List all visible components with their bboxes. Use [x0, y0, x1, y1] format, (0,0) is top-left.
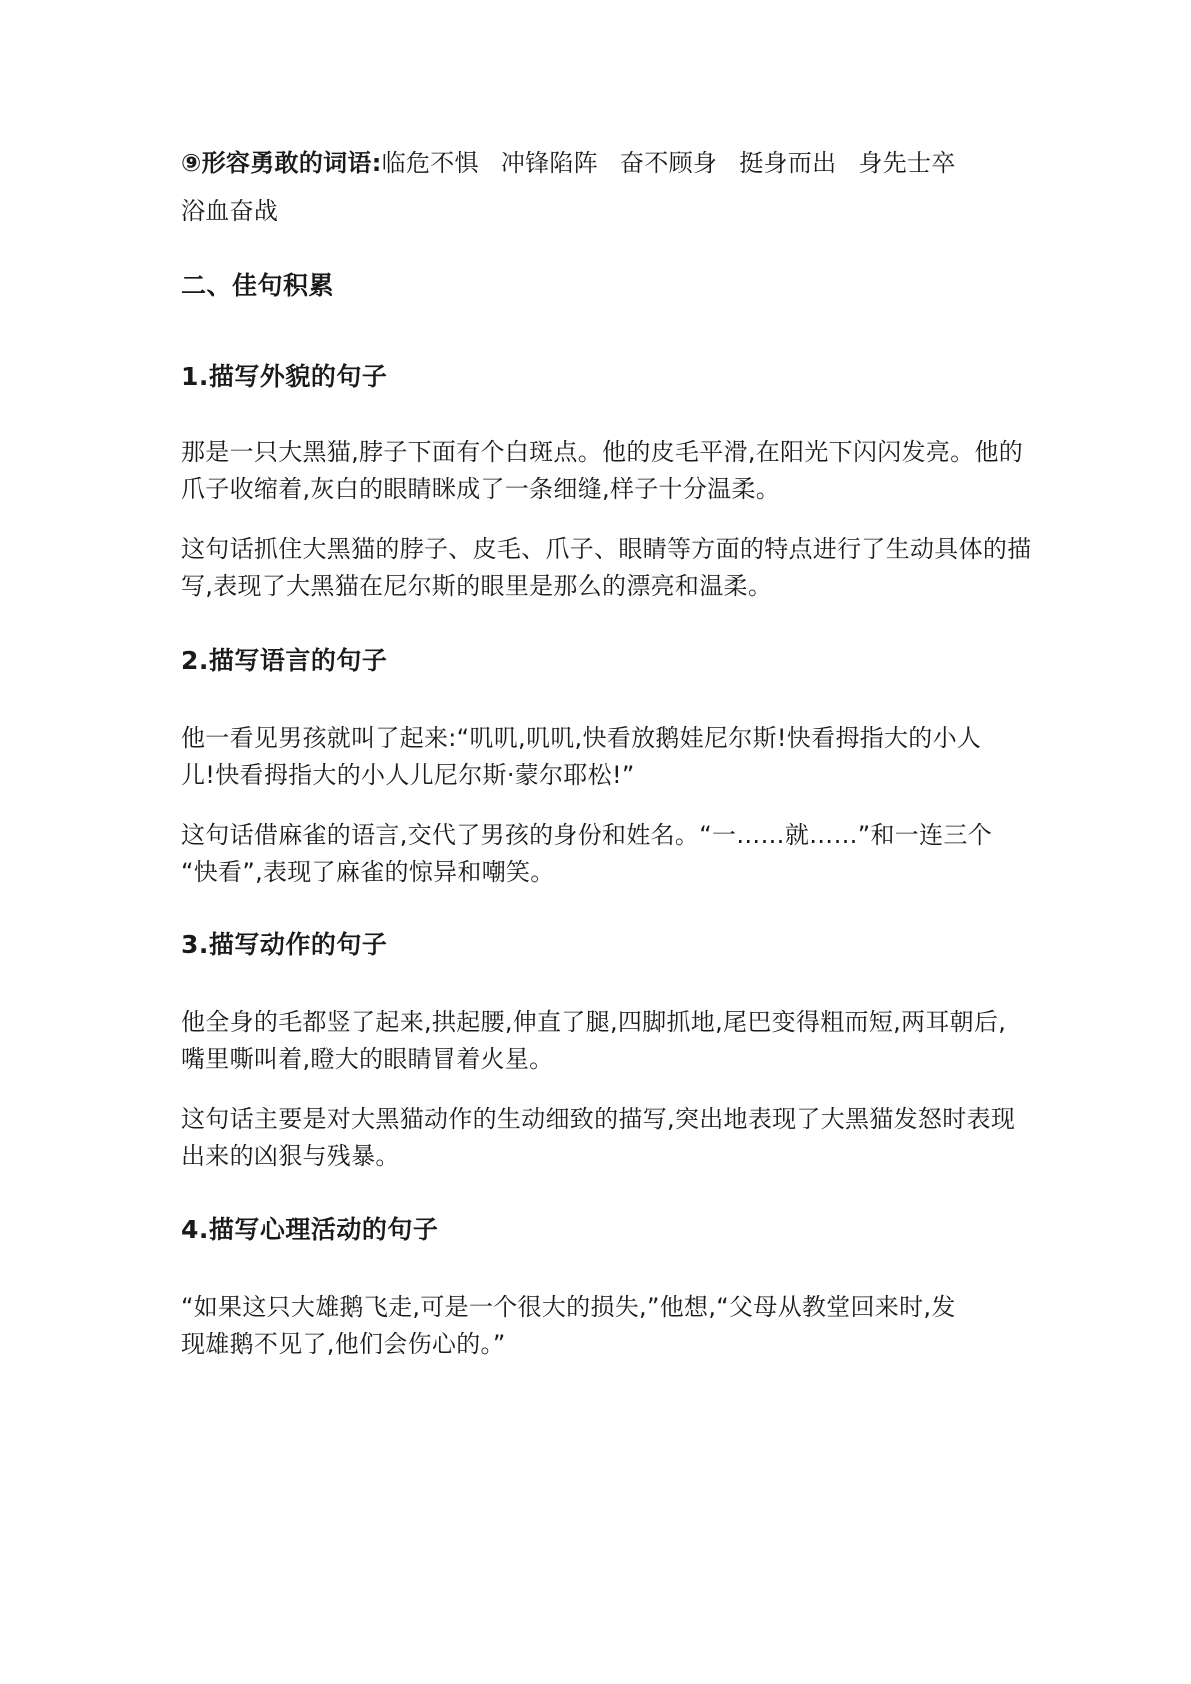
analysis-paragraph: 这句话抓住大黑猫的脖子、皮毛、爪子、眼睛等方面的特点进行了生动具体的描 写,表现了大黑猫在尼尔斯的眼里是那么的漂亮和温柔。 [181, 535, 1032, 600]
vocab-line-2 [181, 193, 1016, 230]
section-heading: 二、佳句积累 [181, 271, 335, 300]
vocab-word: 冲锋陷阵 [500, 149, 599, 177]
example-sentence: “如果这只大雄鹅飞走,可是一个很大的损失,”他想,“父母从教堂回来时,发 现雄鹅不见了,他们会伤心的。” [181, 1293, 956, 1358]
analysis-paragraph: 这句话借麻雀的语言,交代了男孩的身份和姓名。“一……就……”和一连三个 “快看”,表现了麻雀的惊异和嘲笑。 [181, 821, 992, 886]
example-sentence: 他全身的毛都竖了起来,拱起腰,伸直了腿,四脚抓地,尾巴变得粗而短,两耳朝后, 嘴里嘶叫着,瞪大的眼睛冒着火星。 [181, 1008, 1007, 1073]
example-sentence: 那是一只大黑猫,脖子下面有个白斑点。他的皮毛平滑,在阳光下闪闪发亮。他的 爪子收缩着,灰白的眼睛眯成了一条细缝,样子十分温柔。 [181, 438, 1024, 503]
vocab-word: 挺身而出 [739, 149, 837, 177]
vocab-word: 临危不惧 [381, 149, 479, 177]
subsection-heading: 3.描写动作的句子 [181, 930, 388, 959]
subsection-heading: 2.描写语言的句子 [181, 646, 388, 675]
vocab-word: 身先士卒 [858, 149, 956, 177]
example-sentence: 他一看见男孩就叫了起来:“叽叽,叽叽,快看放鹅娃尼尔斯!快看拇指大的小人 儿!快看拇指大的小人儿尼尔斯·蒙尔耶松!” [181, 724, 982, 789]
subsection-heading: 1.描写外貌的句子 [181, 362, 388, 391]
vocab-word: 奋不顾身 [620, 149, 718, 177]
vocab-marker: ⑨ [181, 149, 202, 177]
subsection-heading: 4.描写心理活动的句子 [181, 1215, 439, 1244]
analysis-paragraph: 这句话主要是对大黑猫动作的生动细致的描写,突出地表现了大黑猫发怒时表现 出来的凶狠与残暴。 [181, 1105, 1016, 1170]
vocab-title: 形容勇敢的词语: [201, 149, 382, 177]
vocab-line [181, 145, 1016, 182]
vocab-word: 浴血奋战 [181, 197, 279, 225]
